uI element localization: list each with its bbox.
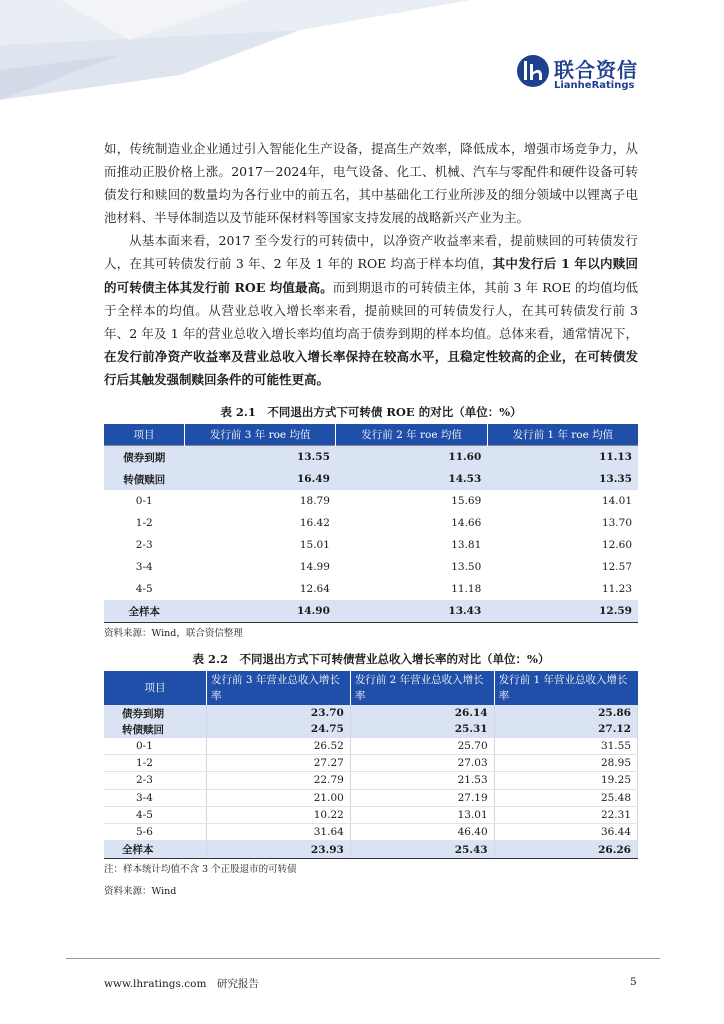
table-row <box>104 738 638 755</box>
table-cell: 36.44 <box>494 824 637 841</box>
table-cell: 15.69 <box>451 495 482 508</box>
table2-title: 表 2.2 不同退出方式下可转债营业总收入增长率的对比（单位：%） <box>192 652 550 667</box>
brand-name-cn: 联合资信 <box>554 58 638 82</box>
footer-divider <box>66 958 660 959</box>
page-number: 5 <box>630 976 637 988</box>
table-row <box>104 841 638 858</box>
table-cell: 21.00 <box>207 789 351 806</box>
paragraph-2-bold-b: 其中发行后 1 年以内赎回的可转债主体其发行前 ROE 均值最高。 <box>104 256 638 295</box>
table-cell: 12.64 <box>299 583 330 596</box>
table2-header-cell: 发行前 2 年营业总收入增长率 <box>350 671 494 705</box>
table1-header-cell: 项目 <box>104 424 185 446</box>
table-cell: 25.43 <box>350 841 494 858</box>
table-cell: 3-4 <box>104 789 207 806</box>
table-row <box>104 824 638 841</box>
table-cell: 31.55 <box>494 738 637 755</box>
table2-note: 注：样本统计均值不含 3 个正股退市的可转债 <box>104 863 297 875</box>
table-row <box>104 512 638 534</box>
table-cell: 14.01 <box>601 495 632 508</box>
brand-name-en: LianheRatings <box>554 80 635 91</box>
table-cell: 11.18 <box>451 583 482 596</box>
brand-logo <box>516 54 646 94</box>
table-cell: 5-6 <box>104 824 207 841</box>
paragraph-1: 如，传统制造业企业通过引入智能化生产设备，提高生产效率，降低成本，增强市场竞争力，从而推动正股价格上涨。2017－2024年，电气设备、化工、机械、汽车与零配件和硬件设备可转债发行和赎回的数量均为各行业中的前五名，其中基础化工行业所涉及的细分领域中以锂离子电池材料、半导体制造以及节能环保材料等国家支持发展的战略新兴产业为主。 <box>104 141 638 226</box>
header-decoration <box>0 0 470 100</box>
table-cell: 10.22 <box>207 806 351 823</box>
table-cell: 21.53 <box>350 772 494 789</box>
table-cell: 31.64 <box>207 824 351 841</box>
table-cell: 14.53 <box>336 468 487 490</box>
table2-header-row <box>104 671 638 705</box>
table-cell: 11.60 <box>336 446 487 469</box>
table-cell: 25.48 <box>494 789 637 806</box>
table-cell: 14.66 <box>451 517 482 530</box>
table2-header-cell: 发行前 1 年营业总收入增长率 <box>494 671 637 705</box>
table-cell: 转债赎回 <box>104 721 207 737</box>
table-cell: 全样本 <box>104 600 185 623</box>
table-cell: 15.01 <box>299 539 330 552</box>
table-cell: 13.70 <box>601 517 632 530</box>
table-cell: 13.43 <box>336 600 487 623</box>
table-cell: 4-5 <box>104 806 207 823</box>
table-cell: 18.79 <box>299 495 330 508</box>
table-row <box>104 789 638 806</box>
table-cell: 3-4 <box>135 561 153 574</box>
table-cell: 25.86 <box>494 705 637 721</box>
paragraph-2-text-c: 而到期退市的可转债主体，其前 3 年 ROE 的均值均低于全样本的均值。从营业总收入增长率来看，提前赎回的可转债发行人，在其可转债发行前 3 年、2 年及 1 年的营业总收入增长率均值均高于债券到期的样本均值。总体来看，通常情况下， <box>104 279 638 341</box>
table-cell: 27.12 <box>494 721 637 737</box>
brand-logo-icon <box>516 54 550 88</box>
table1-header-row <box>104 424 638 446</box>
table-cell: 债券到期 <box>104 446 185 469</box>
table-cell: 23.70 <box>207 705 351 721</box>
paragraph-2 <box>104 229 638 391</box>
table-cell: 11.23 <box>601 583 632 596</box>
table-cell: 27.19 <box>350 789 494 806</box>
table-cell: 28.95 <box>494 754 637 771</box>
table-cell: 19.25 <box>494 772 637 789</box>
table-cell: 全样本 <box>104 841 207 858</box>
table-cell: 4-5 <box>135 583 153 596</box>
table-cell: 26.52 <box>207 738 351 755</box>
main-content <box>104 137 638 897</box>
table-cell: 13.55 <box>185 446 336 469</box>
table1-header-cell: 发行前 1 年 roe 均值 <box>487 424 638 446</box>
table-cell: 25.70 <box>350 738 494 755</box>
table-cell: 13.50 <box>451 561 482 574</box>
table1-source: 资料来源：Wind，联合资信整理 <box>104 628 243 640</box>
table-cell: 12.57 <box>601 561 632 574</box>
paragraph-2-text-a: 从基本面来看，2017 至今发行的可转债中，以净资产收益率来看，提前赎回的可转债发行人，在其可转债发行前 3 年、2 年及 1 年的 ROE 均高于样本均值， <box>104 233 638 272</box>
table-cell: 13.35 <box>487 468 638 490</box>
table-row <box>104 600 638 623</box>
table-cell: 1-2 <box>104 754 207 771</box>
table-cell: 26.14 <box>350 705 494 721</box>
table-cell: 2-3 <box>135 539 153 552</box>
table-cell: 16.49 <box>185 468 336 490</box>
table-row <box>104 772 638 789</box>
table-cell: 1-2 <box>135 517 153 530</box>
table-cell: 24.75 <box>207 721 351 737</box>
table-row <box>104 556 638 578</box>
table-cell: 12.59 <box>487 600 638 623</box>
paragraph-2-bold-d: 在发行前净资产收益率及营业总收入增长率保持在较高水平，且稳定性较高的企业，在可转债发行后其触发强制赎回条件的可能性更高。 <box>104 348 638 387</box>
table-cell: 13.81 <box>451 539 482 552</box>
table-cell: 0-1 <box>104 738 207 755</box>
footer-site: www.lhratings.com 研究报告 <box>104 978 259 990</box>
table-cell: 债券到期 <box>104 705 207 721</box>
table-row <box>104 705 638 721</box>
table1 <box>104 424 638 623</box>
table-cell: 14.99 <box>299 561 330 574</box>
table-row <box>104 721 638 737</box>
table-cell: 27.27 <box>207 754 351 771</box>
table-cell: 14.90 <box>185 600 336 623</box>
table-row <box>104 534 638 556</box>
table-cell: 0-1 <box>135 495 153 508</box>
table2-header-cell: 发行前 3 年营业总收入增长率 <box>207 671 351 705</box>
table-row <box>104 446 638 469</box>
table-cell: 46.40 <box>350 824 494 841</box>
table-cell: 2-3 <box>104 772 207 789</box>
table-cell: 12.60 <box>601 539 632 552</box>
table-cell: 16.42 <box>299 517 330 530</box>
table2-header-cell: 项目 <box>104 671 207 705</box>
table1-title: 表 2.1 不同退出方式下可转债 ROE 的对比（单位：%） <box>220 405 522 420</box>
table-cell: 26.26 <box>494 841 637 858</box>
table2 <box>104 671 638 859</box>
table-row <box>104 490 638 512</box>
table-cell: 转债赎回 <box>104 468 185 490</box>
table-cell: 23.93 <box>207 841 351 858</box>
table1-header-cell: 发行前 3 年 roe 均值 <box>185 424 336 446</box>
table1-header-cell: 发行前 2 年 roe 均值 <box>336 424 487 446</box>
table-cell: 22.79 <box>207 772 351 789</box>
table-cell: 27.03 <box>350 754 494 771</box>
table-row <box>104 754 638 771</box>
table-row <box>104 468 638 490</box>
table-cell: 25.31 <box>350 721 494 737</box>
table-cell: 22.31 <box>494 806 637 823</box>
table-cell: 11.13 <box>487 446 638 469</box>
table-row <box>104 578 638 600</box>
table-row <box>104 806 638 823</box>
table-cell: 13.01 <box>350 806 494 823</box>
table2-source: 资料来源：Wind <box>104 885 177 897</box>
